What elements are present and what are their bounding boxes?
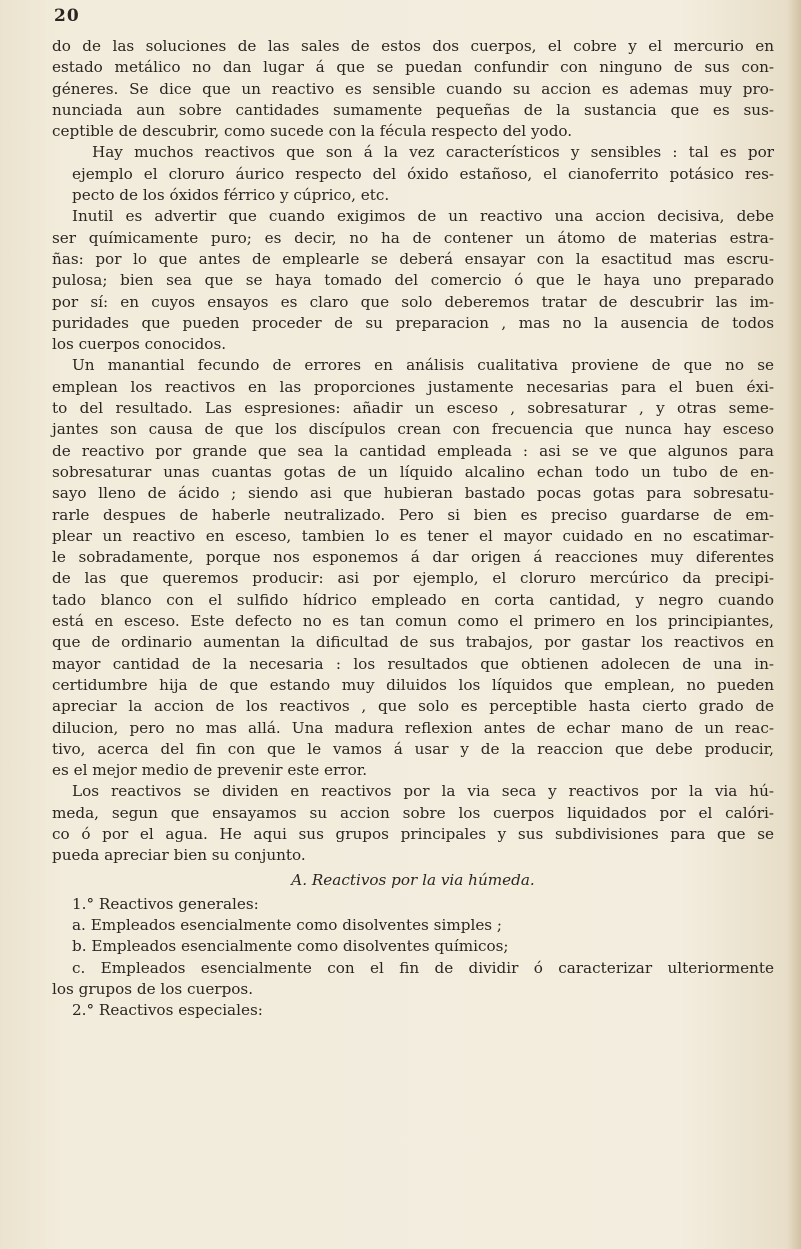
list-item: c. Empleados esencialmente con el fin de dividir ó caracterizar ulteriormente — [72, 958, 774, 977]
section-heading: A. Reactivos por la via húmeda. — [291, 870, 535, 889]
text-line: sobresaturar unas cuantas gotas de un líquido alcalino echan todo un tubo de en- — [52, 462, 774, 481]
text-line: apreciar la accion de los reactivos , que solo es perceptible hasta cierto grado de — [52, 697, 774, 716]
text-line: meda, segun que ensayamos su accion sobre los cuerpos liquidados por el calóri- — [52, 803, 774, 822]
text-line: está en esceso. Este defecto no es tan comun como el primero en los principiantes, — [52, 612, 774, 631]
paragraph — [52, 206, 774, 355]
text-line: certidumbre hija de que estando muy diluidos los líquidos que emplean, no pueden — [52, 675, 774, 694]
list-item: b. Empleados esencialmente como disolventes químicos; — [72, 937, 509, 956]
list-item: 2.° Reactivos especiales: — [72, 1001, 263, 1020]
text-line: co ó por el agua. He aqui sus grupos principales y sus subdivisiones para que se — [52, 824, 774, 843]
text-line: sayo lleno de ácido ; siendo asi que hubieran bastado pocas gotas para sobresatu- — [52, 484, 774, 503]
text-line: que de ordinario aumentan la dificultad de sus trabajos, por gastar los reactivos en — [52, 633, 774, 652]
text-line: puridades que pueden proceder de su preparacion , mas no la ausencia de todos — [52, 313, 774, 332]
text-line: Inutil es advertir que cuando exigimos de un reactivo una accion decisiva, debe — [72, 207, 774, 226]
text-line: pecto de los óxidos férrico y cúprico, etc. — [72, 186, 390, 205]
text-line: mayor cantidad de la necesaria : los resultados que obtienen adolecen de una in- — [52, 654, 774, 673]
text-line: tado blanco con el sulfido hídrico empleado en corta cantidad, y negro cuando — [52, 590, 774, 609]
text-line: de las que queremos producir: asi por ejemplo, el cloruro mercúrico da precipi- — [52, 569, 774, 588]
text-line: géneres. Se dice que un reactivo es sensible cuando su accion es ademas muy pro- — [52, 79, 774, 98]
text-line: to del resultado. Las espresiones: añadir un esceso , sobresaturar , y otras seme- — [52, 399, 774, 418]
text-line: jantes son causa de que los discípulos crean con frecuencia que nunca hay esceso — [52, 420, 774, 439]
list-item: a. Empleados esencialmente como disolventes simples ; — [72, 916, 503, 935]
paragraph — [52, 142, 774, 206]
page-number: 20 — [54, 6, 80, 26]
text-line: Los reactivos se dividen en reactivos por la via seca y reactivos por la via hú- — [72, 782, 774, 801]
text-line: le sobradamente, porque nos esponemos á dar origen á reacciones muy diferentes — [52, 548, 774, 567]
text-line: ñas: por lo que antes de emplearle se deberá ensayar con la esactitud mas escru- — [52, 249, 774, 268]
text-line: ser químicamente puro; es decir, no ha de contener un átomo de materias estra- — [52, 228, 774, 247]
text-line: de reactivo por grande que sea la cantidad empleada : asi se ve que algunos para — [52, 441, 774, 460]
text-line: estado metálico no dan lugar á que se puedan confundir con ninguno de sus con- — [52, 58, 774, 77]
text-line: pueda apreciar bien su conjunto. — [52, 846, 306, 865]
text-line: los cuerpos conocidos. — [52, 335, 227, 354]
text-line: Hay muchos reactivos que son á la vez característicos y sensibles : tal es por — [92, 143, 774, 162]
paragraph — [52, 36, 774, 142]
text-line: nunciada aun sobre cantidades sumamente pequeñas de la sustancia que es sus- — [52, 100, 774, 119]
text-line: por sí: en cuyos ensayos es claro que solo deberemos tratar de descubrir las im- — [52, 292, 774, 311]
list-item: 1.° Reactivos generales: — [72, 894, 259, 913]
text-line: plear un reactivo en esceso, tambien lo es tener el mayor cuidado en no escatimar- — [52, 526, 774, 545]
paragraph — [52, 781, 774, 866]
body-text — [52, 36, 774, 1022]
text-line: tivo, acerca del fin con que le vamos á usar y de la reaccion que debe producir, — [52, 739, 774, 758]
text-line: dilucion, pero no mas allá. Una madura reflexion antes de echar mano de un reac- — [52, 718, 774, 737]
text-line: ceptible de descubrir, como sucede con la fécula respecto del yodo. — [52, 122, 573, 141]
list-item: los grupos de los cuerpos. — [52, 980, 254, 999]
text-line: ejemplo el cloruro áurico respecto del óxido estañoso, el cianoferrito potásico res- — [72, 164, 774, 183]
paragraph — [52, 355, 774, 781]
text-line: pulosa; bien sea que se haya tomado del comercio ó que le haya uno preparado — [52, 271, 774, 290]
text-line: emplean los reactivos en las proporciones justamente necesarias para el buen éxi- — [52, 377, 774, 396]
text-line: rarle despues de haberle neutralizado. Pero si bien es preciso guardarse de em- — [52, 505, 774, 524]
text-line: es el mejor medio de prevenir este error. — [52, 761, 368, 780]
text-line: do de las soluciones de las sales de estos dos cuerpos, el cobre y el mercurio en — [52, 37, 774, 55]
page-edge-shadow — [787, 0, 801, 1249]
text-line: Un manantial fecundo de errores en análisis cualitativa proviene de que no se — [72, 356, 774, 375]
